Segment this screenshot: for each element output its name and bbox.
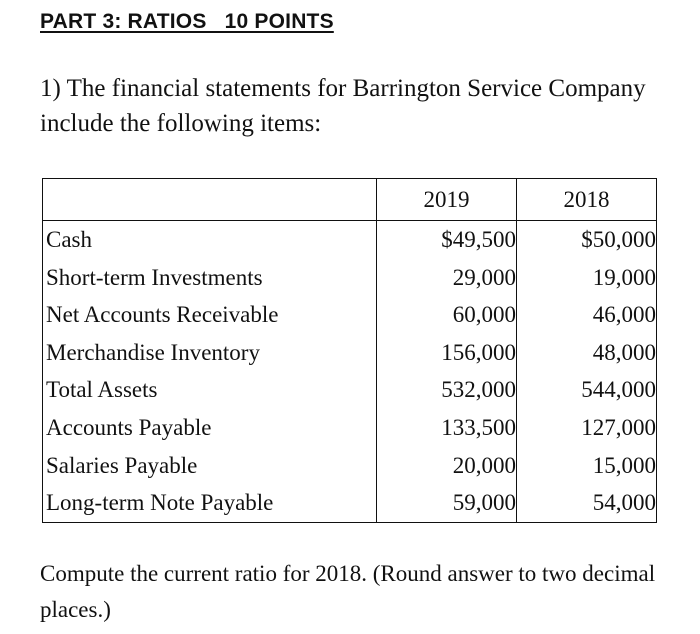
value-2019: 29,000	[377, 259, 517, 297]
table-row	[43, 334, 657, 372]
value-2019: 60,000	[377, 296, 517, 334]
row-label: Salaries Payable	[43, 447, 377, 485]
row-label: Net Accounts Receivable	[43, 296, 377, 334]
table-row	[43, 409, 657, 447]
value-2018: 19,000	[517, 259, 657, 297]
row-label: Total Assets	[43, 371, 377, 409]
row-label: Short-term Investments	[43, 259, 377, 297]
question-text: 1) The financial statements for Barrington Service Company include the following items:	[40, 75, 646, 137]
table-row	[43, 259, 657, 297]
value-2019: 59,000	[377, 484, 517, 522]
header-2018: 2018	[517, 179, 657, 221]
header-2019: 2019	[377, 179, 517, 221]
value-2019: $49,500	[377, 221, 517, 259]
row-label: Accounts Payable	[43, 409, 377, 447]
table-row	[43, 221, 657, 259]
value-2019: 20,000	[377, 447, 517, 485]
row-label: Long-term Note Payable	[43, 484, 377, 522]
value-2018: 54,000	[517, 484, 657, 522]
row-label: Cash	[43, 221, 377, 259]
header-label-cell	[43, 179, 377, 221]
table-row	[43, 371, 657, 409]
value-2018: 127,000	[517, 409, 657, 447]
value-2018: 46,000	[517, 296, 657, 334]
value-2018: $50,000	[517, 221, 657, 259]
table-row	[43, 296, 657, 334]
value-2019: 133,500	[377, 409, 517, 447]
table-row	[43, 484, 657, 522]
task-prompt: Compute the current ratio for 2018. (Round answer to two decimal places.)	[40, 561, 656, 622]
value-2018: 544,000	[517, 371, 657, 409]
section-heading: PART 3: RATIOS 10 POINTS	[40, 10, 334, 33]
financial-statement-table	[42, 178, 657, 523]
value-2018: 15,000	[517, 447, 657, 485]
value-2018: 48,000	[517, 334, 657, 372]
row-label: Merchandise Inventory	[43, 334, 377, 372]
table-header-row	[43, 179, 657, 221]
value-2019: 532,000	[377, 371, 517, 409]
value-2019: 156,000	[377, 334, 517, 372]
table-row	[43, 447, 657, 485]
